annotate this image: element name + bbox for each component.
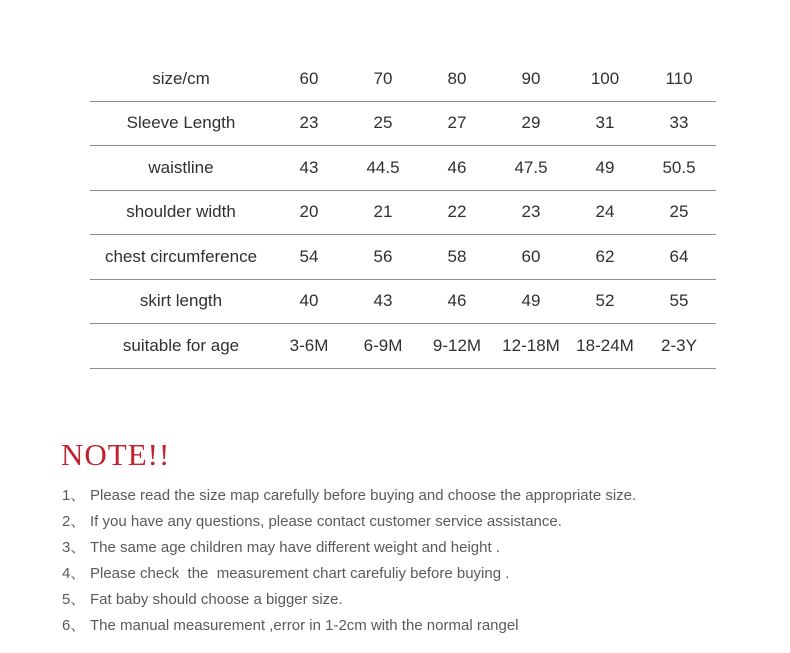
note-text: Fat baby should choose a bigger size. [90,591,343,608]
skirt-length-value: 43 [373,291,393,311]
sleeve-length-value: 31 [595,113,615,133]
size-value: 100 [590,68,620,88]
skirt-length-value: 55 [669,291,689,311]
note-item-6 [62,614,762,640]
shoulder-width-value: 24 [595,202,615,222]
note-heading: NOTE!! [61,437,171,472]
shoulder-width-value: 22 [447,202,467,222]
sleeve-length-value: 23 [299,113,319,133]
row-header-shoulder-width: shoulder width [126,202,236,222]
row-header-skirt-length: skirt length [139,291,223,311]
row-header-size: size/cm [152,68,210,88]
note-text: The manual measurement ,error in 1-2cm with the normal rangel [90,617,519,634]
suitable-age-value: 2-3Y [661,335,697,355]
size-value: 80 [447,68,467,88]
row-header-sleeve-length: Sleeve Length [126,113,236,133]
chest-circumference-value: 62 [595,246,615,266]
table-row-shoulder-width [90,191,716,236]
suitable-age-value: 6-9M [363,335,403,355]
note-item-3 [62,536,762,562]
table-row-waistline [90,146,716,191]
sleeve-length-value: 33 [669,113,689,133]
skirt-length-value: 49 [521,291,541,311]
skirt-length-value: 40 [299,291,319,311]
chest-circumference-value: 56 [373,246,393,266]
size-value: 70 [373,68,393,88]
note-text: Please read the size map carefully before buying and choose the appropriate size. [90,487,637,504]
note-item-5 [62,588,762,614]
note-number: 4、 [62,565,86,582]
note-text: The same age children may have different weight and height . [90,539,500,556]
chest-circumference-value: 60 [521,246,541,266]
size-value: 90 [521,68,541,88]
skirt-length-value: 52 [595,291,615,311]
shoulder-width-value: 25 [669,202,689,222]
note-list [62,484,762,640]
waistline-value: 44.5 [366,157,400,177]
waistline-value: 46 [447,157,467,177]
shoulder-width-value: 23 [521,202,541,222]
waistline-value: 50.5 [662,157,696,177]
waistline-value: 43 [299,157,319,177]
skirt-length-value: 46 [447,291,467,311]
size-value: 110 [665,68,693,88]
suitable-age-value: 3-6M [289,335,329,355]
chest-circumference-value: 64 [669,246,689,266]
suitable-age-value: 9-12M [432,335,482,355]
note-item-2 [62,510,762,536]
waistline-value: 47.5 [514,157,548,177]
size-value: 60 [299,68,319,88]
note-number: 2、 [62,513,86,530]
size-table [90,57,716,369]
table-row-size [90,57,716,102]
note-text: Please check the measurement chart carefuliy before buying . [90,565,510,582]
sleeve-length-value: 29 [521,113,541,133]
shoulder-width-value: 20 [299,202,319,222]
note-item-1 [62,484,762,510]
note-item-4 [62,562,762,588]
table-row-chest-circumference [90,235,716,280]
note-number: 6、 [62,617,86,634]
row-header-chest-circumference: chest circumference [104,246,258,266]
sleeve-length-value: 25 [373,113,393,133]
chest-circumference-value: 54 [299,246,319,266]
row-header-suitable-age: suitable for age [122,335,240,355]
table-row-suitable-age [90,324,716,369]
table-row-skirt-length [90,280,716,325]
sleeve-length-value: 27 [447,113,467,133]
note-number: 1、 [62,487,86,504]
note-number: 5、 [62,591,86,608]
note-text: If you have any questions, please contact customer service assistance. [90,513,562,530]
chest-circumference-value: 58 [447,246,467,266]
waistline-value: 49 [595,157,615,177]
table-row-sleeve-length [90,102,716,147]
shoulder-width-value: 21 [373,202,393,222]
suitable-age-value: 12-18M [502,335,560,355]
note-number: 3、 [62,539,86,556]
suitable-age-value: 18-24M [576,335,634,355]
row-header-waistline: waistline [148,157,214,177]
